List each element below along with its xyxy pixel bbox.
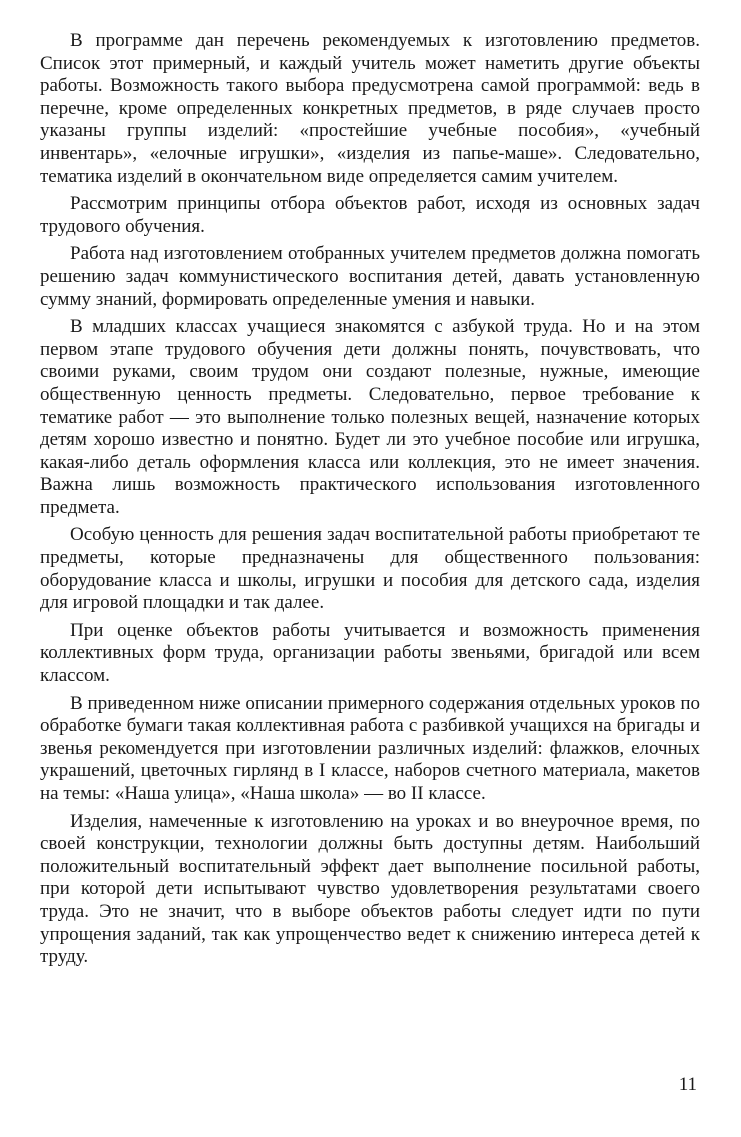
paragraph-3: Работа над изготовлением отобранных учителем предметов должна помогать решению задач коммунистического воспитания детей, давать установленную сумму знаний, формировать определенные умения и навыки. xyxy=(40,243,700,310)
paragraph-1: В программе дан перечень рекомендуемых к изготовлению предметов. Список этот примерный, и каждый учитель может наметить другие объекты работы. Возможность такого выбора предусмотрена самой программой: ведь в перечне, кроме определенных конкретных предметов, в ряде случаев просто указаны группы изделий: «простейшие учебные пособия», «учебный инвентарь», «елочные игрушки», «изделия из папье-маше». Следовательно, тематика изделий в окончательном виде определяется самим учителем. xyxy=(40,30,700,187)
paragraph-2: Рассмотрим принципы отбора объектов работ, исходя из основных задач трудового обучения. xyxy=(40,193,700,237)
paragraph-5: Особую ценность для решения задач воспитательной работы приобретают те предметы, которые предназначены для общественного пользования: оборудование класса и школы, игрушки и пособия для детского сада, изделия для игровой площадки и так далее. xyxy=(40,524,700,614)
paragraph-6: При оценке объектов работы учитывается и возможность применения коллективных форм труда, организации работы звеньями, бригадой или всем классом. xyxy=(40,619,700,687)
page-body xyxy=(40,30,700,974)
paragraph-8: Изделия, намеченные к изготовлению на уроках и во внеурочное время, по своей конструкции, технологии должны быть доступны детям. Наибольший положительный воспитательный эффект дает выполнение посильной работы, при которой дети испытывают чувство удовлетворения результатами своего труда. Это не значит, что в выборе объектов работы следует идти по пути упрощения заданий, так как упрощенчество ведет к снижению интереса детей к труду. xyxy=(40,810,700,968)
page-number: 11 xyxy=(678,1074,697,1095)
paragraph-7: В приведенном ниже описании примерного содержания отдельных уроков по обработке бумаги такая коллективная работа с разбивкой учащихся на бригады и звенья рекомендуется при изготовлении различных изделий: флажков, елочных украшений, цветочных гирлянд в I классе, наборов счетного материала, макетов на темы: «Наша улица», «Наша школа» — во II классе. xyxy=(40,692,700,804)
paragraph-4: В младших классах учащиеся знакомятся с азбукой труда. Но и на этом первом этапе трудового обучения дети должны понять, почувствовать, что своими руками, своим трудом они создают полезные, нужные, имеющие общественную ценность предметы. Следовательно, первое требование к тематике работ — это выполнение только полезных вещей, назначение которых детям хорошо известно и понятно. Будет ли это учебное пособие или игрушка, какая-либо деталь оформления класса или коллекция, это не имеет значения. Важна лишь возможность практического использования изготовленного предмета. xyxy=(40,316,700,518)
